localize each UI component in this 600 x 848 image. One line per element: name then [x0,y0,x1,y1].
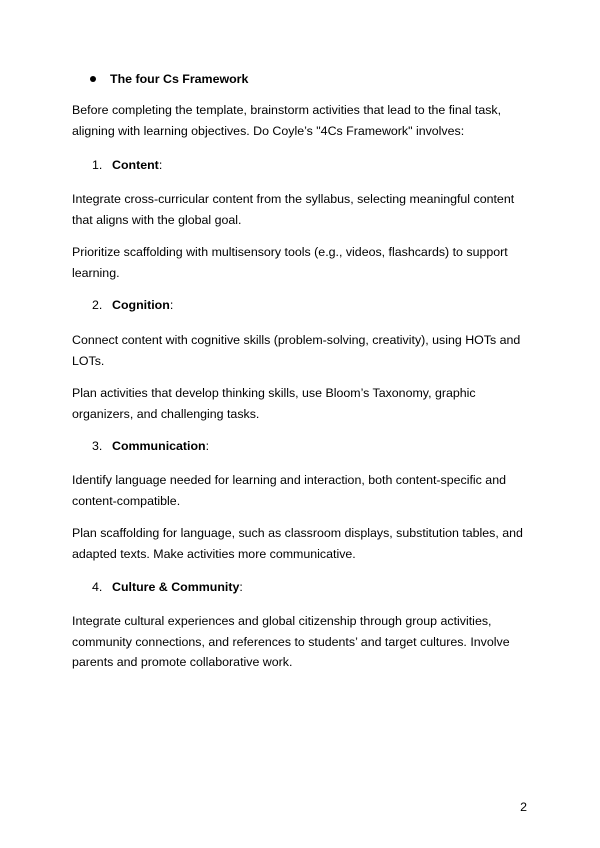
list-item-cognition: 2. Cognition: [92,295,173,316]
list-number: 2. [92,298,103,312]
list-title: Cognition [112,298,170,312]
list-title: Culture & Community [112,580,240,594]
paragraph: Prioritize scaffolding with multisensory tools (e.g., videos, flashcards) to support learning. [72,245,508,280]
list-title: Communication [112,439,206,453]
heading-text: The four Cs Framework [110,72,249,86]
bullet-icon [90,76,96,82]
paragraph: Plan scaffolding for language, such as classroom displays, substitution tables, and adapted texts. Make activities more communicative. [72,526,523,561]
paragraph: Plan activities that develop thinking skills, use Bloom’s Taxonomy, graphic organizers, and challenging tasks. [72,386,476,421]
list-item-communication: 3. Communication: [92,436,209,457]
paragraph: Integrate cross-curricular content from the syllabus, selecting meaningful content that aligns with the global goal. [72,192,515,227]
list-number: 3. [92,439,103,453]
list-title: Content [112,158,159,172]
list-item-culture-community: 4. Culture & Community: [92,577,243,598]
paragraph: Identify language needed for learning and interaction, both content-specific and content-compatible. [72,473,506,508]
list-item-content: 1. Content: [92,155,162,176]
intro-paragraph: Before completing the template, brainstorm activities that lead to the final task, aligning with learning objectives. Do Coyle’s "4Cs Framework" involves: [72,103,502,138]
page-number: 2 [520,800,527,814]
paragraph: Integrate cultural experiences and global citizenship through group activities, community connections, and references to students’ and target cultures. Involve parents and promote collaborative work. [72,614,510,669]
paragraph: Connect content with cognitive skills (problem-solving, creativity), using HOTs and LOTs. [72,333,521,368]
section-heading [88,69,248,90]
list-number: 4. [92,580,103,594]
list-number: 1. [92,158,103,172]
